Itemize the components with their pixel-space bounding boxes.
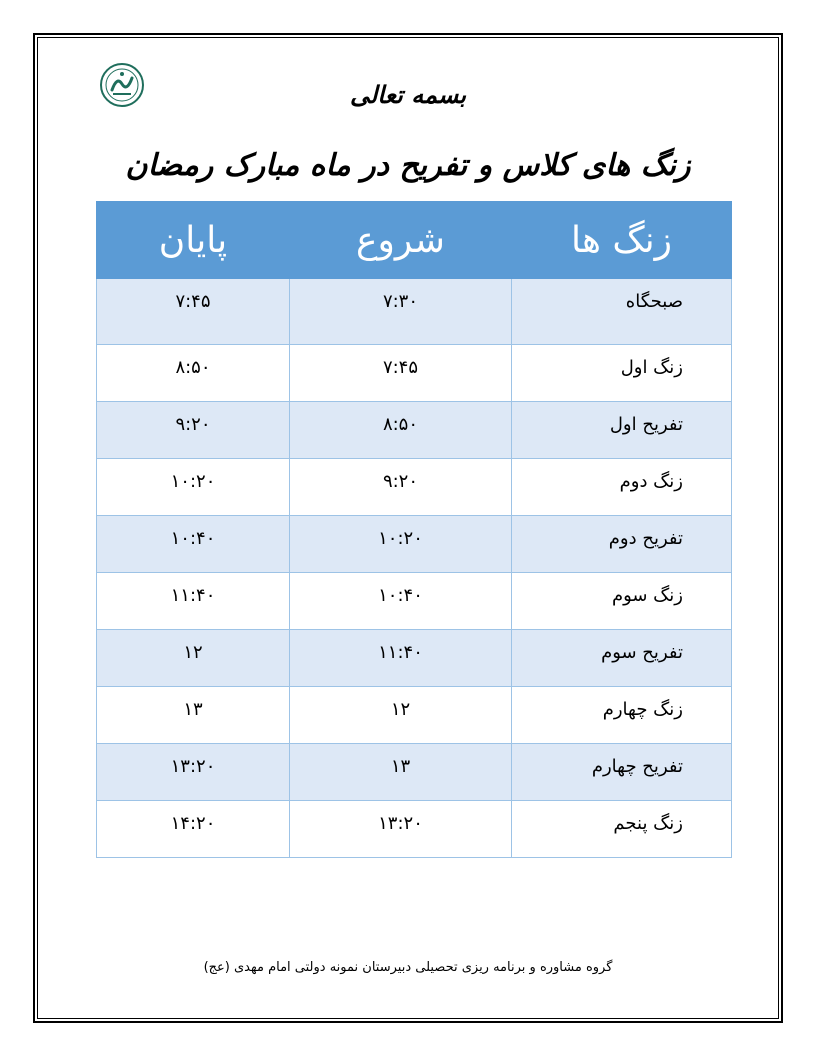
row-start: ۹:۲۰ <box>290 459 512 516</box>
row-start: ۱۳ <box>290 744 512 801</box>
table-row <box>97 573 732 630</box>
row-name: صبحگاه <box>512 279 732 345</box>
table-row <box>97 279 732 345</box>
row-name: تفریح اول <box>512 402 732 459</box>
row-start: ۱۱:۴۰ <box>290 630 512 687</box>
bell-schedule-table <box>96 201 732 858</box>
table-row <box>97 459 732 516</box>
header-start: شروع <box>290 202 512 279</box>
table-row <box>97 687 732 744</box>
row-name: تفریح سوم <box>512 630 732 687</box>
table-row <box>97 516 732 573</box>
row-end: ۸:۵۰ <box>97 345 290 402</box>
table-row <box>97 630 732 687</box>
row-start: ۱۰:۲۰ <box>290 516 512 573</box>
row-end: ۱۳ <box>97 687 290 744</box>
row-start: ۱۳:۲۰ <box>290 801 512 858</box>
row-name: زنگ پنجم <box>512 801 732 858</box>
row-name: زنگ سوم <box>512 573 732 630</box>
row-name: تفریح چهارم <box>512 744 732 801</box>
row-name: زنگ اول <box>512 345 732 402</box>
row-end: ۷:۴۵ <box>97 279 290 345</box>
row-end: ۹:۲۰ <box>97 402 290 459</box>
row-end: ۱۱:۴۰ <box>97 573 290 630</box>
row-end: ۱۲ <box>97 630 290 687</box>
row-name: زنگ دوم <box>512 459 732 516</box>
row-end: ۱۳:۲۰ <box>97 744 290 801</box>
row-name: تفریح دوم <box>512 516 732 573</box>
row-end: ۱۴:۲۰ <box>97 801 290 858</box>
row-start: ۷:۴۵ <box>290 345 512 402</box>
header-bells: زنگ ها <box>512 202 732 279</box>
row-name: زنگ چهارم <box>512 687 732 744</box>
row-start: ۷:۳۰ <box>290 279 512 345</box>
row-end: ۱۰:۲۰ <box>97 459 290 516</box>
subtitle: بسمه تعالی <box>349 80 467 109</box>
table-row <box>97 744 732 801</box>
page-title: زنگ های کلاس و تفریح در ماه مبارک رمضان <box>125 148 691 183</box>
row-start: ۱۲ <box>290 687 512 744</box>
row-start: ۱۰:۴۰ <box>290 573 512 630</box>
table-row <box>97 345 732 402</box>
table-header-row <box>97 202 732 279</box>
row-start: ۸:۵۰ <box>290 402 512 459</box>
table-row <box>97 402 732 459</box>
header-end: پایان <box>97 202 290 279</box>
row-end: ۱۰:۴۰ <box>97 516 290 573</box>
table-row <box>97 801 732 858</box>
footer-note: گروه مشاوره و برنامه ریزی تحصیلی دبیرستان نمونه دولتی امام مهدی (عج) <box>203 960 613 975</box>
